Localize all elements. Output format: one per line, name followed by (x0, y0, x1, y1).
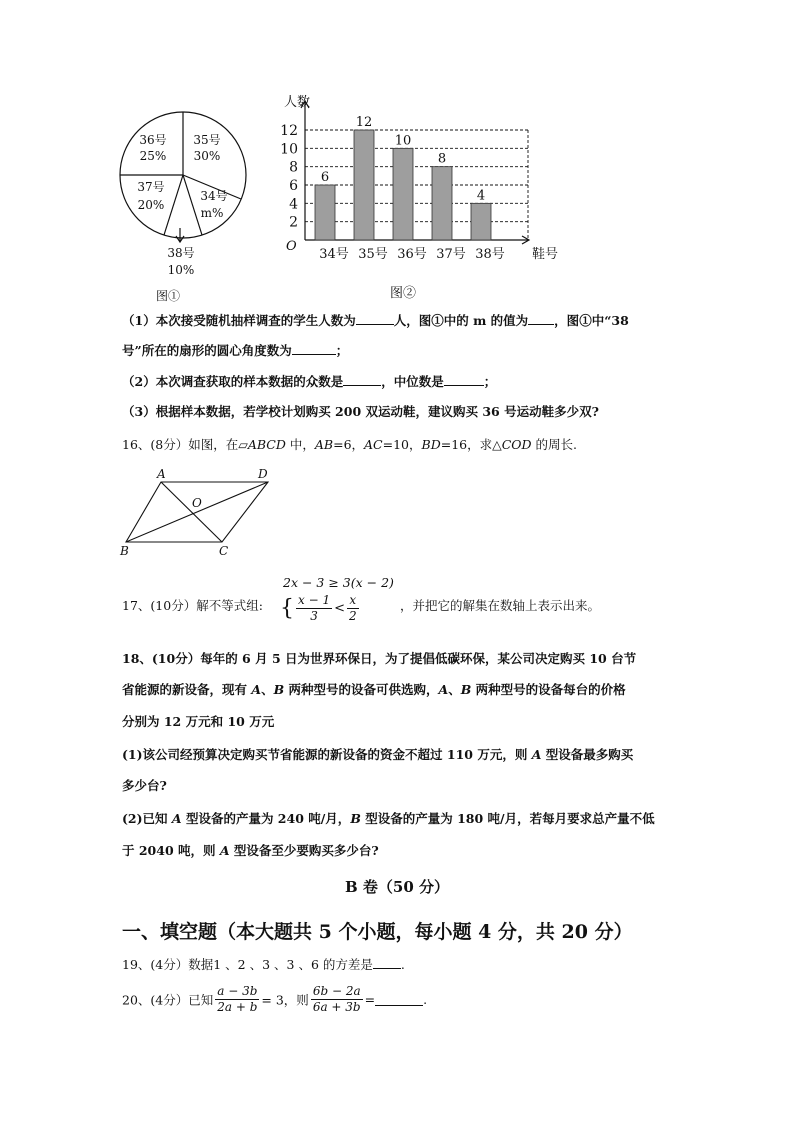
q17-frac2-den: 2 (349, 609, 357, 623)
bar-value-label: 8 (437, 151, 447, 167)
origin-label: O (286, 239, 297, 254)
bar-value-label: 10 (394, 133, 412, 149)
section-b-title: B 卷（50 分） (345, 878, 449, 896)
q17-frac-den: 3 (310, 609, 318, 623)
diagonal-ac (161, 482, 222, 542)
x-tick-label: 36号 (397, 247, 427, 262)
x-tick-label: 37号 (436, 247, 466, 262)
section-fill-heading: 一、填空题（本大题共 5 个小题，每小题 4 分，共 20 分） (122, 921, 633, 943)
vertex-a: A (157, 467, 166, 481)
y-tick-label: 2 (289, 214, 298, 231)
q17-frac2-num: x (347, 593, 359, 609)
q19-text: 19、(4分）数据1 、2 、3 、3 、6 的方差是 . (122, 957, 405, 972)
pie-percent-38: 10% (167, 263, 195, 277)
y-tick-label: 4 (289, 196, 298, 213)
q18-line6: (2)已知 A 型设备的产量为 240 吨/月，B 型设备的产量为 180 吨/月，若每月要求总产量不低 (122, 811, 655, 826)
bar-value-label: 6 (320, 170, 330, 185)
pie-chart (115, 95, 255, 305)
q17-text: 17、(10分）解不等式组: (122, 598, 263, 613)
vertex-c: C (219, 544, 229, 558)
q17-frac-num: x − 1 (298, 593, 331, 607)
q16-text: 16、(8分）如图，在▱ABCD 中，AB=6，AC=10，BD=16，求△COD 的周长. (122, 437, 578, 452)
q18-line2: 省能源的新设备，现有 A、B 两种型号的设备可供选购，A、B 两种型号的设备每台的价格 (122, 682, 626, 697)
y-axis-title: 人数 (284, 95, 311, 110)
q15-part1-line2: 号”所在的扇形的圆心角度数为 ； (122, 343, 349, 358)
y-tick-label: 10 (280, 141, 298, 158)
vertex-d: D (258, 467, 268, 481)
pie-divider (183, 175, 202, 235)
q20-text: 20、(4分）已知 $\frac{a - 3b}{2a + b}$ = 3，则 $\frac{6b - 2a}{6a + 3b}$ = . (122, 984, 428, 1014)
q15-part2: （2）本次调查获取的样本数据的众数是 ，中位数是 ； (122, 374, 497, 389)
pie-label-38: 38号 (167, 246, 195, 260)
diagonal-bd (126, 482, 268, 542)
y-tick-label: 8 (289, 159, 298, 176)
x-tick-label: 34号 (319, 247, 349, 262)
pie-percent-36: 25% (139, 149, 167, 163)
pie-label-36: 36号 (139, 133, 167, 147)
q18-line5: 多少台? (122, 778, 167, 793)
bar-chart-caption: 图② (389, 286, 417, 301)
pie-percent-37: 20% (137, 198, 165, 212)
q18-line7: 于 2040 吨，则 A 型设备至少要购买多少台? (122, 843, 379, 858)
x-tick-label: 38号 (475, 247, 505, 262)
y-tick-label: 12 (280, 123, 298, 139)
pie-label-34: 34号 (200, 189, 228, 203)
point-o: O (192, 496, 202, 510)
bar-value-label: 4 (476, 188, 486, 204)
q15-part1-line1: （1）本次接受随机抽样调查的学生人数为 人，图①中的 m 的值为 ，图①中“38 (122, 313, 629, 328)
pie-divider (164, 175, 183, 235)
bar-chart (270, 92, 570, 307)
pie-percent-34: m% (200, 206, 224, 220)
q20-frac1-num: a − 3b (217, 984, 258, 998)
x-axis-title: 鞋号 (532, 247, 559, 262)
q20-frac2-den: 6a + 3b (312, 1000, 361, 1014)
q17-suffix: ，并把它的解集在数轴上表示出来。 (400, 598, 601, 613)
vertex-b: B (120, 544, 129, 558)
q18-line4: (1)该公司经预算决定购买节省能源的新设备的资金不超过 110 万元，则 A 型设备最多购买 (122, 747, 634, 762)
pie-label-37: 37号 (137, 180, 165, 194)
pie-label-35: 35号 (193, 133, 221, 147)
bar-value-label: 12 (355, 115, 373, 130)
q17-inequality-1: 2x − 3 ≥ 3(x − 2) (283, 575, 394, 590)
bar (354, 130, 374, 240)
parallelogram-figure (115, 465, 285, 560)
q20-frac1-den: 2a + b (217, 1000, 258, 1014)
q15-part3: （3）根据样本数据，若学校计划购买 200 双运动鞋，建议购买 36 号运动鞋多少双? (122, 404, 599, 419)
bar (432, 167, 452, 240)
pie-caption: 图① (155, 289, 181, 303)
pie-percent-35: 30% (193, 149, 221, 163)
y-tick-label: 6 (289, 178, 298, 194)
bar (471, 203, 491, 240)
x-tick-label: 35号 (358, 247, 388, 262)
bar (315, 185, 335, 240)
q18-line3: 分别为 12 万元和 10 万元 (122, 714, 275, 729)
q20-frac2-num: 6b − 2a (312, 984, 361, 998)
bar (393, 148, 413, 240)
q17-inequality-2: { $\frac{x - 1}{3}$ < $\frac{x}{2}$ (280, 593, 357, 623)
q18-line1: 18、(10分）每年的 6 月 5 日为世界环保日，为了提倡低碳环保，某公司决定购买 10 台节 (122, 651, 637, 666)
